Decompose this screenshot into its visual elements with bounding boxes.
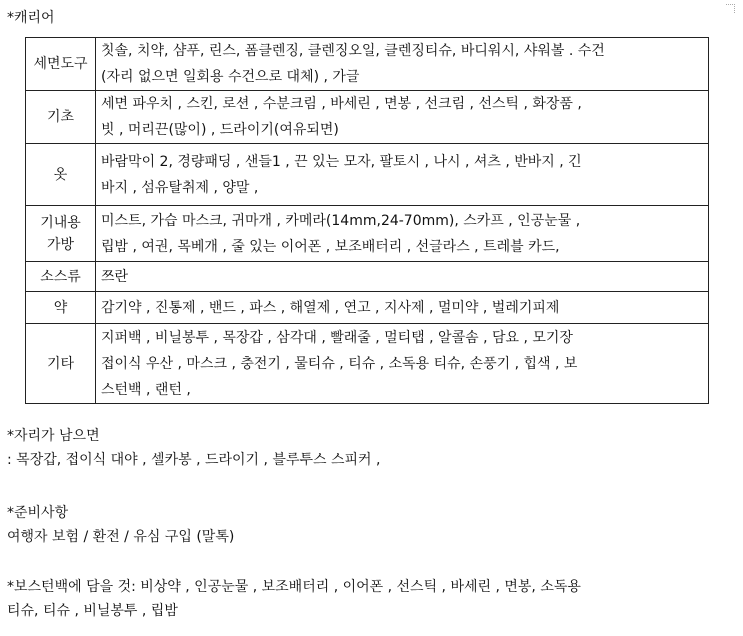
row-item-line: 립밤 , 여권, 목베개 , 줄 있는 이어폰 , 보조배터리 , 선글라스 , 트레블 카드, bbox=[101, 238, 560, 255]
row-items bbox=[96, 324, 709, 404]
row-category bbox=[26, 91, 96, 144]
row-category-line: 옷 bbox=[53, 166, 68, 183]
page-corner-mark bbox=[726, 4, 735, 13]
row-item-line: 지퍼백 , 비닐봉투 , 목장갑 , 삼각대 , 빨래줄 , 멀티탭 , 알콜솜 , 담요 , 모기장 bbox=[101, 329, 573, 346]
carrier-row bbox=[26, 292, 709, 324]
prep-heading: *준비사항 bbox=[7, 505, 69, 521]
carrier-row bbox=[26, 262, 709, 292]
row-item-line: 바지 , 섬유탈취제 , 양말 , bbox=[101, 179, 259, 196]
row-items bbox=[96, 206, 709, 262]
carrier-row bbox=[26, 38, 709, 91]
row-item-line: 칫솔, 치약, 샴푸, 린스, 폼클렌징, 클렌징오일, 클렌징티슈, 바디워시, 샤워볼 . 수건 bbox=[101, 43, 605, 59]
row-item-line: 스턴백 , 랜턴 , bbox=[101, 381, 191, 398]
row-category-line: 소스류 bbox=[40, 268, 81, 285]
carrier-heading: *캐리어 bbox=[7, 10, 55, 26]
row-items bbox=[96, 262, 709, 292]
row-item-line: (자리 없으면 일회용 수건으로 대체) , 가글 bbox=[101, 69, 360, 85]
row-category bbox=[26, 262, 96, 292]
row-item-line: 쯔란 bbox=[101, 268, 129, 285]
row-category bbox=[26, 324, 96, 404]
row-item-line: 미스트, 가습 마스크, 귀마개 , 카메라(14mm,24-70mm), 스카프 , 인공눈물 , bbox=[101, 212, 581, 229]
carrier-row bbox=[26, 324, 709, 404]
row-category-line: 세면도구 bbox=[33, 56, 88, 72]
row-category-line: 기타 bbox=[46, 355, 75, 372]
row-item-line: 빗 , 머리끈(많이) , 드라이기(여유되면) bbox=[101, 122, 339, 138]
if-space-heading: *자리가 남으면 bbox=[7, 428, 100, 444]
row-category bbox=[26, 292, 96, 324]
row-item-line: 접이식 우산 , 마스크 , 충전기 , 물티슈 , 티슈 , 소독용 티슈, 손풍기 , 힙색 , 보 bbox=[101, 355, 578, 372]
carrier-row bbox=[26, 91, 709, 144]
carrier-row bbox=[26, 144, 709, 206]
row-item-line: 세면 파우치 , 스킨, 로션 , 수분크림 , 바세린 , 면봉 , 선크림 , 선스틱 , 화장품 , bbox=[101, 96, 582, 112]
row-item-line: 바람막이 2, 경량패딩 , 샌들1 , 끈 있는 모자, 팔토시 , 나시 , 셔츠 , 반바지 , 긴 bbox=[101, 153, 582, 170]
carrier-row bbox=[26, 206, 709, 262]
carrier-table bbox=[25, 37, 709, 404]
prep-line: 여행자 보험 / 환전 / 유심 구입 (말톡) bbox=[7, 529, 235, 545]
row-items bbox=[96, 144, 709, 206]
row-category-line: 기초 bbox=[46, 109, 75, 125]
boston-line-1: *보스턴백에 담을 것: 비상약 , 인공눈물 , 보조배터리 , 이어폰 , 선스틱 , 바세린 , 면봉, 소독용 bbox=[7, 579, 581, 595]
row-item-line: 감기약 , 진통제 , 밴드 , 파스 , 해열제 , 연고 , 지사제 , 멀미약 , 벌레기피제 bbox=[101, 299, 560, 316]
row-category-line: 가방 bbox=[46, 236, 75, 253]
row-items bbox=[96, 91, 709, 144]
row-category-line: 기내용 bbox=[40, 214, 81, 231]
row-items bbox=[96, 38, 709, 91]
row-category bbox=[26, 206, 96, 262]
boston-line-2: 티슈, 티슈 , 비닐봉투 , 립밤 bbox=[7, 603, 178, 619]
row-category-line: 약 bbox=[53, 299, 68, 316]
row-category bbox=[26, 144, 96, 206]
if-space-line: : 목장갑, 접이식 대야 , 셀카봉 , 드라이기 , 블루투스 스피커 , bbox=[7, 452, 381, 468]
row-category bbox=[26, 38, 96, 91]
row-items bbox=[96, 292, 709, 324]
